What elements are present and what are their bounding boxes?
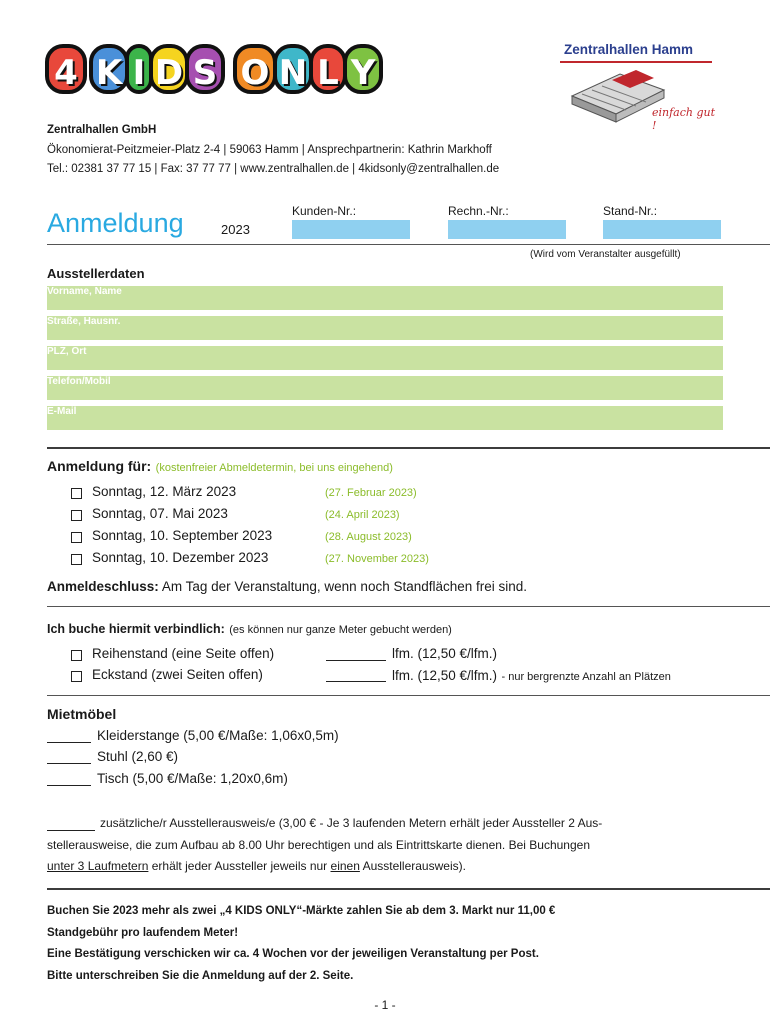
logo-letter: D <box>149 44 189 94</box>
page-year: 2023 <box>221 222 250 237</box>
email-field[interactable] <box>47 406 723 430</box>
chair-quantity-blank[interactable] <box>47 751 91 764</box>
name-field-label: Vorname, Name <box>47 286 122 297</box>
zentralhallen-tagline: einfach gut ! <box>652 106 716 132</box>
registration-heading: Anmeldung für: <box>47 458 152 474</box>
closing-row <box>47 579 527 594</box>
row-stand-label: Reihenstand (eine Seite offen) <box>92 646 275 661</box>
row-stand-meters-blank[interactable] <box>326 648 386 661</box>
closing-text: Am Tag der Veranstaltung, wenn noch Standflächen frei sind. <box>161 579 528 594</box>
logo-letter: K <box>89 44 129 94</box>
zentralhallen-title: Zentralhallen Hamm <box>564 42 694 57</box>
zentralhallen-underline <box>560 61 712 63</box>
date-label-may: Sonntag, 07. Mai 2023 <box>92 506 228 521</box>
invoice-number-field[interactable] <box>448 220 566 239</box>
divider <box>47 244 770 245</box>
booking-heading: Ich buche hiermit verbindlich: <box>47 622 225 636</box>
email-field-label: E-Mail <box>47 406 77 417</box>
postcode-city-field[interactable] <box>47 346 723 370</box>
date-deadline-march: (27. Februar 2023) <box>325 487 417 499</box>
booking-note: (es können nur ganze Meter gebucht werden) <box>229 624 452 636</box>
row-stand-checkbox[interactable] <box>71 650 82 661</box>
invoice-number-label: Rechn.-Nr.: <box>448 204 509 218</box>
logo-letter: 4 <box>45 44 87 94</box>
company-contact: Tel.: 02381 37 77 15 | Fax: 37 77 77 | www.zentralhallen.de | 4kidsonly@zentralhallen.de <box>47 163 500 175</box>
divider <box>47 888 770 890</box>
logo-letter: I <box>125 44 153 94</box>
divider <box>47 447 770 449</box>
customer-number-field[interactable] <box>292 220 410 239</box>
date-checkbox-december[interactable] <box>71 554 82 565</box>
registration-heading-row <box>47 458 393 476</box>
date-checkbox-may[interactable] <box>71 510 82 521</box>
logo-letter: O <box>233 44 277 94</box>
name-field[interactable] <box>47 286 723 310</box>
row-stand-price: lfm. (12,50 €/lfm.) <box>392 646 498 661</box>
customer-number-label: Kunden-Nr.: <box>292 204 357 218</box>
logo-letter: S <box>185 44 225 94</box>
registration-note: (kostenfreier Abmeldetermin, bei uns eingehend) <box>155 462 393 474</box>
street-field-label: Straße, Hausnr. <box>47 316 121 327</box>
divider <box>47 695 770 696</box>
passes-line-3-end: Ausstellerausweis). <box>362 859 466 873</box>
page-title: Anmeldung <box>47 208 184 238</box>
corner-stand-checkbox[interactable] <box>71 671 82 682</box>
corner-stand-label: Eckstand (zwei Seiten offen) <box>92 667 263 682</box>
date-label-march: Sonntag, 12. März 2023 <box>92 484 237 499</box>
chair-label: Stuhl (2,60 €) <box>97 749 179 764</box>
organizer-note: (Wird vom Veranstalter ausgefüllt) <box>530 249 681 260</box>
booking-heading-row <box>47 620 452 638</box>
corner-stand-price: lfm. (12,50 €/lfm.) <box>392 668 498 683</box>
corner-stand-meters-blank[interactable] <box>326 669 386 682</box>
date-label-september: Sonntag, 10. September 2023 <box>92 528 273 543</box>
table-label: Tisch (5,00 €/Maße: 1,20x0,6m) <box>97 771 288 786</box>
company-address: Ökonomierat-Peitzmeier-Platz 2-4 | 59063 Hamm | Ansprechpartnerin: Kathrin Markhoff <box>47 144 492 156</box>
passes-line-2: stellerausweise, die zum Aufbau ab 8.00 Uhr berechtigen und als Eintrittskarte dienen. Bei Buchungen <box>47 838 590 852</box>
logo-letter: L <box>309 44 347 94</box>
footer-line-4: Bitte unterschreiben Sie die Anmeldung auf der 2. Seite. <box>47 970 354 982</box>
street-field[interactable] <box>47 316 723 340</box>
page-number: - 1 - <box>374 998 396 1012</box>
postcode-city-field-label: PLZ, Ort <box>47 346 87 357</box>
stand-number-label: Stand-Nr.: <box>603 204 658 218</box>
date-deadline-september: (28. August 2023) <box>325 531 412 543</box>
passes-line-3 <box>47 859 466 873</box>
zentralhallen-logo <box>560 40 720 130</box>
date-deadline-december: (27. November 2023) <box>325 553 429 565</box>
logo-letter: N <box>273 44 313 94</box>
phone-field[interactable] <box>47 376 723 400</box>
date-checkbox-september[interactable] <box>71 532 82 543</box>
company-name: Zentralhallen GmbH <box>47 124 157 136</box>
date-label-december: Sonntag, 10. Dezember 2023 <box>92 550 269 565</box>
footer-line-1: Buchen Sie 2023 mehr als zwei „4 KIDS ONLY“-Märkte zahlen Sie ab dem 3. Markt nur 11,00 € <box>47 905 556 917</box>
passes-line-3-mid: erhält jeder Aussteller jeweils nur <box>151 859 328 873</box>
clothes-rail-label: Kleiderstange (5,00 €/Maße: 1,06x0,5m) <box>97 728 339 743</box>
pass-quantity-blank[interactable] <box>47 818 95 831</box>
closing-label: Anmeldeschluss: <box>47 579 159 594</box>
passes-line-1: zusätzliche/r Ausstellerausweis/e (3,00 € - Je 3 laufenden Metern erhält jeder Aussteller 2 Aus- <box>100 816 603 830</box>
date-deadline-may: (24. April 2023) <box>325 509 400 521</box>
footer-line-2: Standgebühr pro laufendem Meter! <box>47 927 239 939</box>
passes-underline-2: einen <box>330 859 360 873</box>
corner-stand-limit-note: - nur bergrenzte Anzahl an Plätzen <box>501 671 671 683</box>
4-kids-only-logo <box>45 40 415 102</box>
furniture-heading: Mietmöbel <box>47 706 117 722</box>
divider <box>47 606 770 607</box>
phone-field-label: Telefon/Mobil <box>47 376 111 387</box>
footer-line-3: Eine Bestätigung verschicken wir ca. 4 Wochen vor der jeweiligen Veranstaltung per Post. <box>47 948 539 960</box>
corner-stand-price-row <box>392 667 671 685</box>
stand-number-field[interactable] <box>603 220 721 239</box>
exhibitor-heading: Ausstellerdaten <box>47 266 145 281</box>
table-quantity-blank[interactable] <box>47 773 91 786</box>
passes-underline-1: unter 3 Laufmetern <box>47 859 149 873</box>
date-checkbox-march[interactable] <box>71 488 82 499</box>
clothes-rail-quantity-blank[interactable] <box>47 730 91 743</box>
logo-letter: Y <box>343 44 383 94</box>
